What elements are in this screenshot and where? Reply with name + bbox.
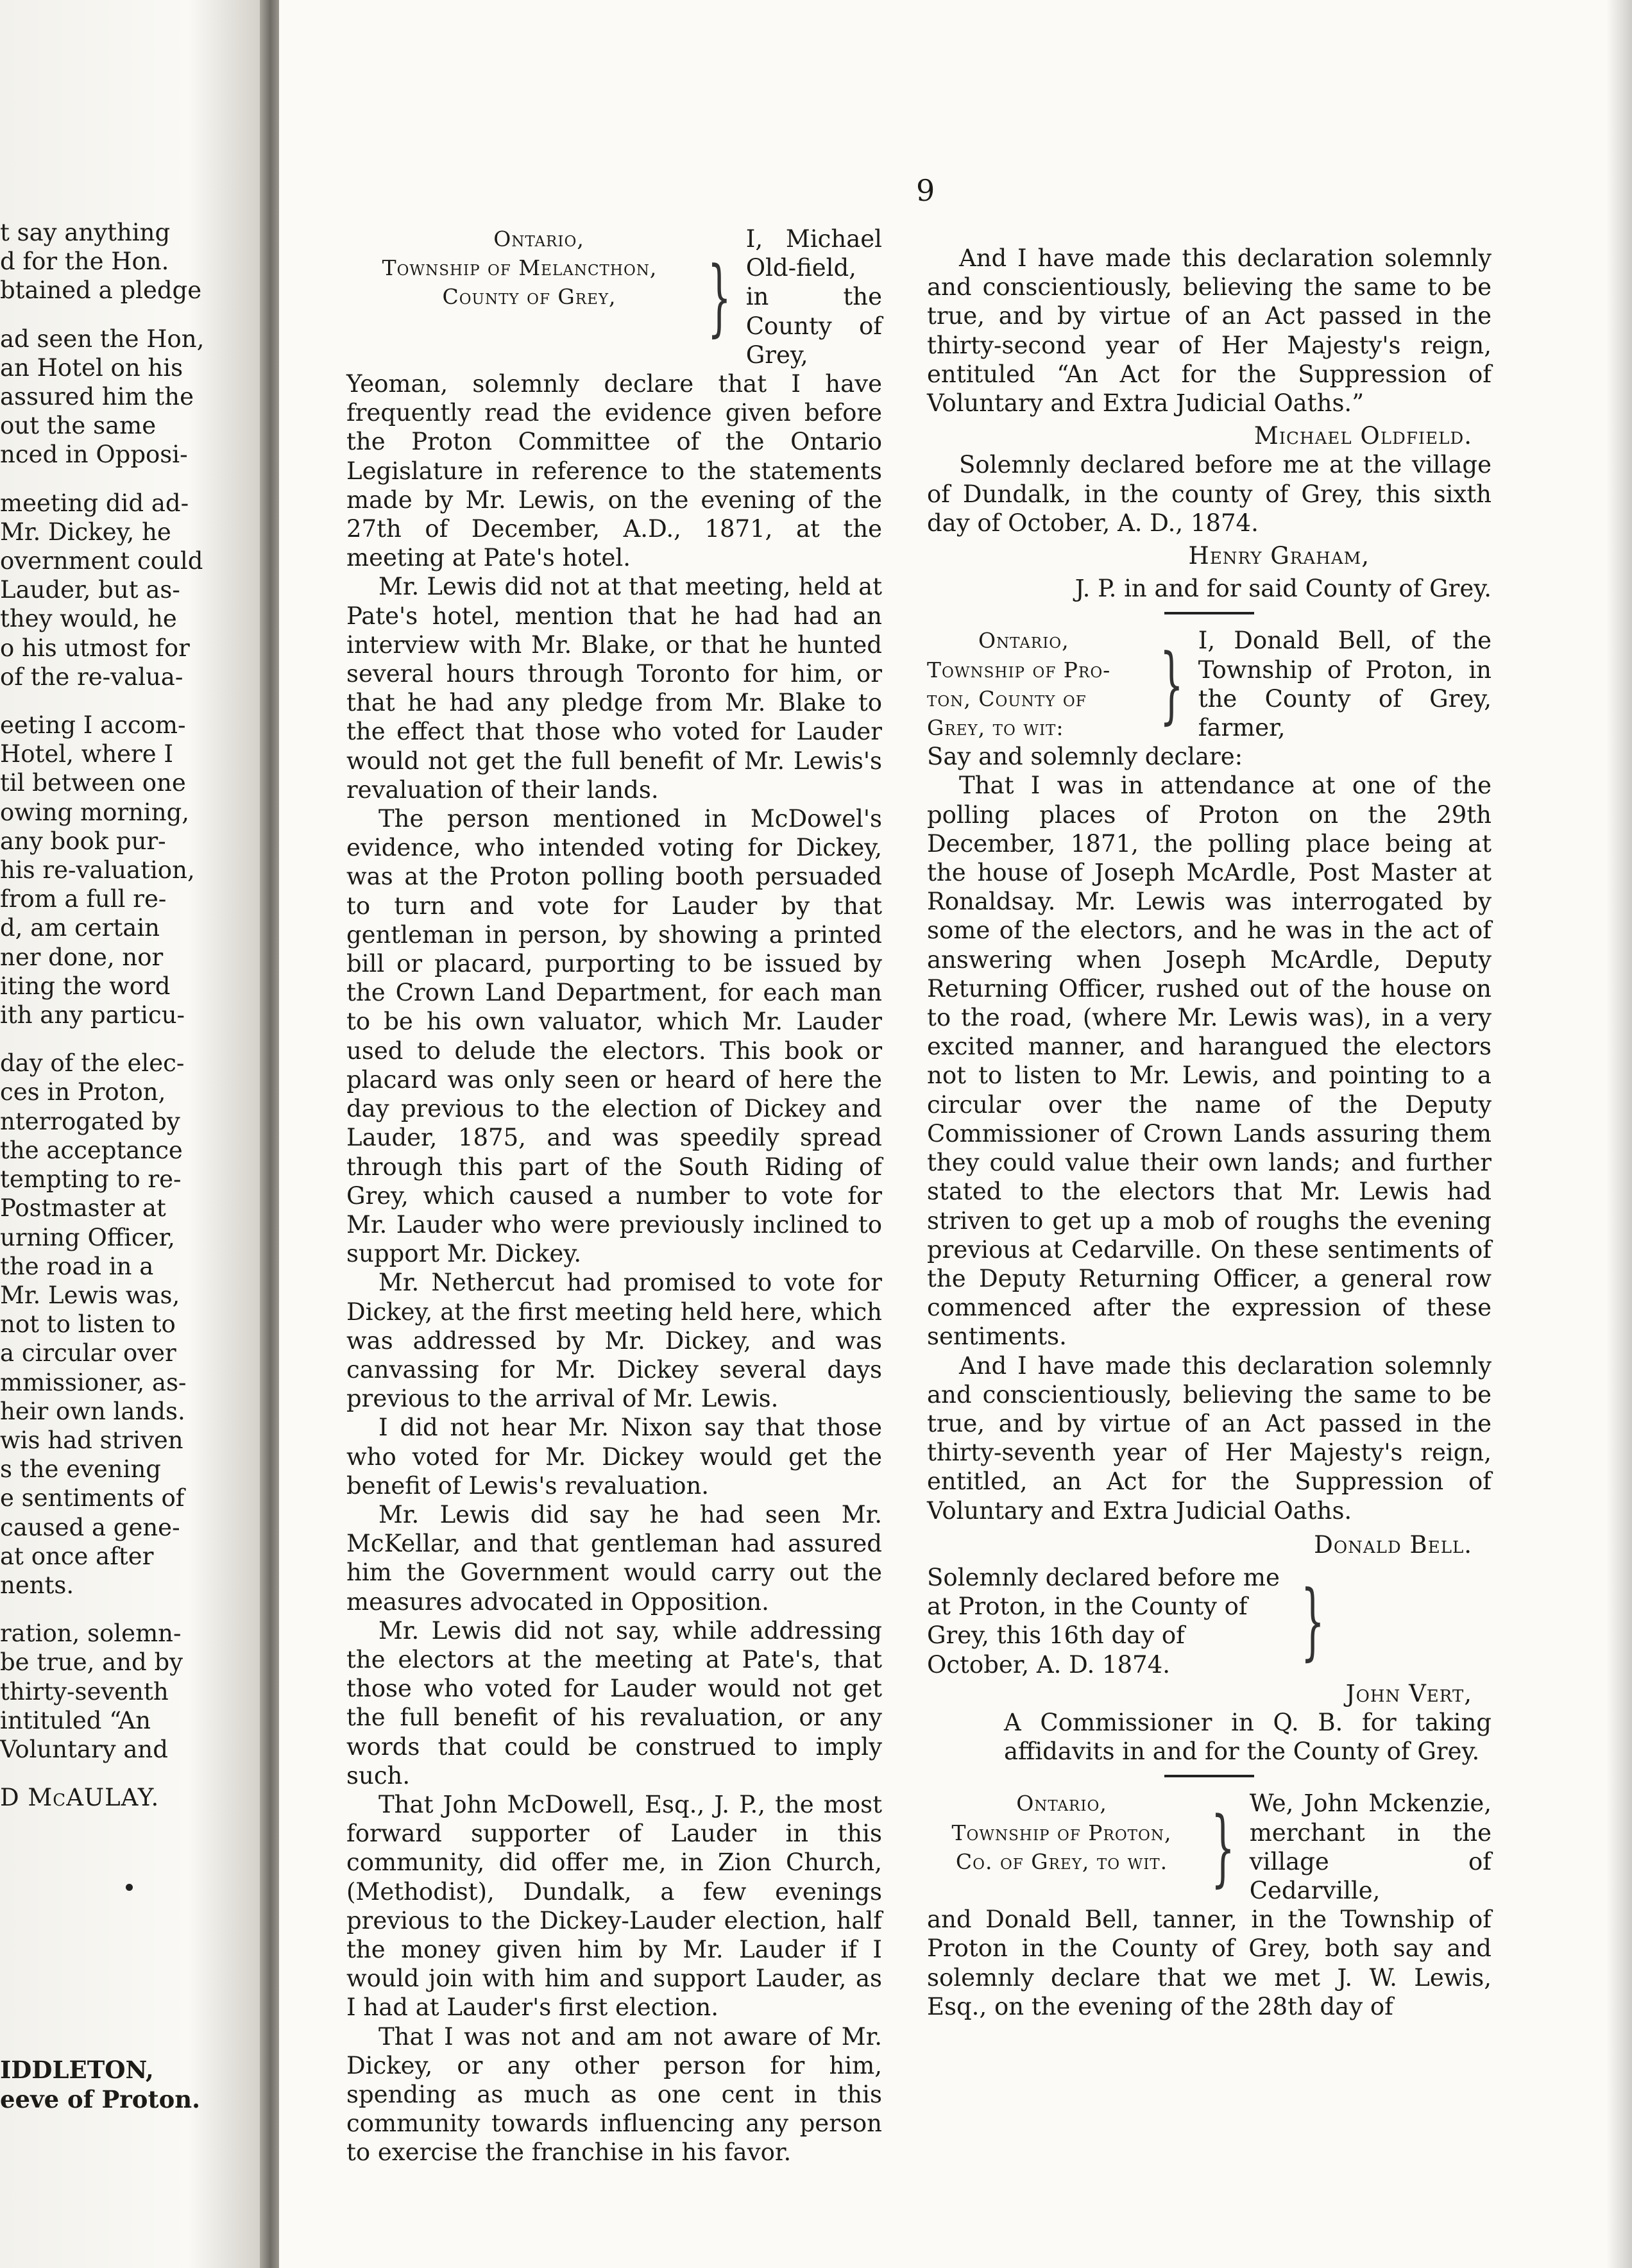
fragment-line [0,798,205,827]
fragment-line [0,740,205,768]
divider [1164,612,1254,614]
paragraph-list [346,572,882,2167]
paragraph: The person mentioned in McDowel's evidence, who intended voting for Dickey, was at the Proton polling booth persuaded to turn and vote for Lauder by that gentleman in person, by showing a printed bill or placard, purporting to be issued by the Crown Land Department, for each man to be his own valuator, which Mr. Lauder used to delude the electors. This book or placard was only seen or heard of here the day previous to the election of Dickey and Lauder, 1875, and was speedily spread through this part of the South Riding of Grey, which caused a number to vote for Mr. Lauder who were previously inclined to support Mr. Dickey. [346,805,882,1268]
fragment-text: ner done, nor [0,943,164,971]
fragment-line [0,325,205,353]
say-declare: Say and solemnly declare: [927,743,1243,771]
fragment-text: be true, and by [0,1648,183,1677]
commissioner-title: A Commissioner in Q. B. for taking affidavits in and for the County of Grey. [1004,1708,1492,1766]
fragment-line [0,2056,205,2085]
paragraph: I did not hear Mr. Nixon say that those who voted for Mr. Dickey would get the benefit of Lewis's revaluation. [346,1414,882,1500]
venue-township: Township of Proton, [951,1820,1172,1845]
paragraph: That John McDowell, Esq., J. P., the most forward supporter of Lauder in this community, did offer me, in Zion Church, (Methodist), Dundalk, a few evenings previous to the Dickey-Lauder election, half the money given him by Mr. Lauder if I would join with him and support Lauder, as I had at Lauder's first election. [346,1790,882,2022]
fragment-line [0,1310,205,1339]
signature-bell: Donald Bell. [1314,1530,1472,1559]
fragment-text: heir own lands. [0,1397,185,1425]
fragment-text: the acceptance [0,1136,183,1164]
fragment-line [0,1513,205,1542]
fragment-text: D McAULAY. [0,1784,160,1812]
fragment-text: Postmaster at [0,1194,166,1223]
fragment-text: the road in a [0,1252,154,1280]
fragment-text: wis had striven [0,1426,183,1454]
fragment-line [0,884,205,913]
fragment-line [0,663,205,691]
fragment-text: d, am certain [0,914,160,942]
fragment-text: eeting I accom- [0,711,186,740]
fragment-text: day of the elec- [0,1049,185,1078]
brace: } [1159,635,1184,733]
fragment-line [0,218,205,247]
fragment-text: out the same [0,412,157,440]
fragment-text: not to listen to [0,1310,176,1339]
fragment-line [0,913,205,942]
fragment-text: assured him the [0,383,194,411]
fragment-gap [0,1600,205,1619]
fragment-line [0,856,205,884]
venue-province: Ontario, [978,628,1069,654]
venue-labels [927,1789,1196,1905]
fragment-line [0,1078,205,1106]
fragment-line [0,1484,205,1512]
declared-block [927,1563,1492,1679]
fragment-line [0,440,205,469]
fragment-line [0,1735,205,1764]
fragment-text: til between one [0,769,186,797]
paragraph: Mr. Lewis did say he had seen Mr. McKellar, and that gentleman had assured him the Government would carry out the measures advocated in Opposition. [346,1500,882,1616]
fragment-line [0,1368,205,1397]
fragment-line [0,489,205,518]
fragment-text: nterrogated by [0,1107,180,1135]
fragment-line [0,575,205,604]
paragraph: and Donald Bell, tanner, in the Township of Proton in the County of Grey, both say and solemnly declare that we met J. W. Lewis, Esq., on the evening of the 28th day of [927,1906,1492,2020]
column-left [346,224,882,2167]
fragment-line [0,1542,205,1571]
fragment-line [0,827,205,856]
fragment-line [0,1426,205,1455]
paragraph: Solemnly declared before me at the village of Dundalk, in the county of Grey, this sixth day of October, A. D., 1874. [927,451,1492,537]
commissioner-name: John Vert, [1345,1679,1472,1707]
fragment-gap [0,1812,205,2056]
fragment-gap [0,1764,205,1783]
fragment-text: ith any particu- [0,1001,185,1029]
paragraph: Yeoman, solemnly declare that I have frequently read the evidence given before the Proton Committee of the Ontario Legislature in reference to the statements made by Mr. Lewis, on the evening of the 27th of December, A.D., 1871, at the meeting at Pate's hotel. [346,370,882,572]
fragment-line [0,1223,205,1252]
fragment-text: btained a pledge [0,276,202,305]
fragment-line [0,247,205,276]
fragment-text: ces in Proton, [0,1078,166,1106]
fragment-line [0,382,205,411]
fragment-line [0,1165,205,1194]
fragment-text: overnment could [0,547,203,575]
fragment-line [0,943,205,972]
venue-township: Township of Pro- [927,657,1111,682]
fragment-line [0,1107,205,1136]
fragment-text: t say anything [0,219,171,246]
fragment-text: from a full re- [0,885,167,913]
paragraph: Mr. Lewis did not at that meeting, held at Pate's hotel, mention that he had had an interview with Mr. Blake, or that he hunted several hours through Toronto for him, or that he had any pledge from Mr. Blake to the effect that those who voted for Lauder would not get the full benefit of Mr. Lewis's revaluation of their lands. [346,573,882,804]
fragment-text: ration, solemn- [0,1620,182,1648]
fragment-text: Mr. Lewis was, [0,1281,180,1309]
book-gutter [260,0,279,2268]
venue-county: ton, County of [927,686,1087,711]
justice-title: J. P. in and for said County of Grey. [1075,575,1492,603]
venue-province: Ontario, [493,226,584,251]
fragment-gap [0,691,205,711]
fragment-text: any book pur- [0,827,166,855]
venue-declarant: We, John Mckenzie, merchant in the village of Cedarville, [1249,1790,1492,1904]
fragment-text: an Hotel on his [0,353,183,382]
paragraph: And I have made this declaration solemnly and conscientiously, believing the same to be true, and by virtue of an Act passed in the thirty-seventh year of Her Majesty's reign, entitled, an Act for the Suppression of Voluntary and Extra Judicial Oaths. [927,1351,1492,1525]
column-right [927,244,1492,2021]
fragment-gap [0,470,205,489]
fragment-text: ad seen the Hon, [0,325,205,353]
fragment-line [0,2085,205,2114]
fragment-line [0,1677,205,1706]
fragment-text: Voluntary and [0,1735,168,1763]
fragment-text: IDDLETON, [0,2056,154,2085]
justice-name: Henry Graham, [1188,542,1370,570]
fragment-line [0,711,205,740]
fragment-line [0,1001,205,1029]
fragment-text: eeve of Proton. [0,2085,201,2113]
fragment-text: iting the word [0,972,171,1000]
venue-county: Co. of Grey, to wit. [955,1849,1168,1874]
fragment-line [0,1648,205,1677]
venue-to-wit: Grey, to wit: [927,715,1064,741]
fragment-text: Mr. Dickey, he [0,518,171,546]
brace: } [1300,1572,1325,1670]
venue-labels [927,626,1145,742]
fragment-text: at once after [0,1542,154,1570]
fragment-line [0,411,205,440]
divider [1164,1775,1254,1777]
fragment-line [0,1049,205,1078]
fragment-line [0,546,205,575]
paragraph: And I have made this declaration solemnly and conscientiously, believing the same to be true, and by virtue of an Act passed in the thirty-second year of Her Majesty's reign, entituled “An Act for the Suppression of Voluntary and Extra Judicial Oaths.” [927,244,1492,418]
fragment-line [0,276,205,305]
fragment-line [0,972,205,1001]
fragment-line [0,1619,205,1648]
fragment-text: mmissioner, as- [0,1368,187,1396]
brace: } [1211,1798,1235,1896]
fragment-line [0,1339,205,1367]
fragment-line [0,1281,205,1310]
fragment-gap [0,305,205,325]
fragment-gap [0,1029,205,1049]
fragment-text: a circular over [0,1339,176,1367]
fragment-text: d for the Hon. [0,248,169,276]
fragment-text: caused a gene- [0,1513,180,1541]
fragment-text: meeting did ad- [0,489,189,517]
fragment-line [0,1136,205,1165]
paragraph: That I was not and am not aware of Mr. Dickey, or any other person for him, spending as much as one cent in this community towards influencing any person to exercise the franchise in his favor. [346,2022,882,2167]
brace: } [707,248,731,346]
fragment-text: o his utmost for [0,634,190,662]
fragment-line [0,768,205,797]
left-page-fragment [0,218,205,2114]
fragment-text: s the evening [0,1455,161,1484]
venue-county: County of Grey, [442,284,616,310]
signature-oldfield: Michael Oldfield. [1254,422,1472,450]
fragment-text: Lauder, but as- [0,576,180,604]
venue-block-bell [927,626,1492,742]
declared-text: Solemnly declared before me at Proton, in the County of Grey, this 16th day of October, A. D. 1874. [927,1563,1280,1679]
page-number: 9 [916,173,935,208]
venue-declarant: I, Michael Old-field, in the County of Grey, [745,225,882,369]
venue-block-oldfield [346,224,882,369]
fragment-text: of the re-valua- [0,663,183,691]
fragment-line [0,604,205,633]
fragment-line [0,1706,205,1735]
venue-township: Township of Melancthon, [382,255,658,281]
venue-labels [346,224,693,369]
venue-declarant: I, Donald Bell, of the Township of Proton, in the County of Grey, farmer, [1198,627,1492,742]
spacer [1339,1563,1492,1679]
fragment-text: nents. [0,1571,74,1599]
fragment-text: Hotel, where I [0,740,174,768]
fragment-text: nced in Opposi- [0,441,188,469]
fragment-line [0,518,205,546]
fragment-line [0,353,205,382]
fragment-line [0,1194,205,1223]
fragment-line [0,1455,205,1484]
fragment-text: e sentiments of [0,1484,185,1512]
venue-province: Ontario, [1016,1791,1107,1816]
fragment-line [0,1571,205,1600]
fragment-line [0,1252,205,1281]
paragraph: Mr. Nethercut had promised to vote for Dickey, at the first meeting held here, which was addressed by Mr. Dickey, and was canvassing for Mr. Dickey several days previous to the arrival of Mr. Lewis. [346,1269,882,1413]
fragment-text: urning Officer, [0,1223,175,1251]
fragment-text: they would, he [0,605,177,633]
fragment-line [0,1397,205,1426]
fragment-signature [0,1783,205,1812]
fragment-text: his re-valuation, [0,856,195,884]
fragment-line [0,634,205,663]
paragraph: That I was in attendance at one of the polling places of Proton on the 29th December, 1871, the polling place being at the house of Joseph McArdle, Post Master at Ronaldsay. Mr. Lewis was interrogated by some of the electors, and he was in the act of answering when Joseph McArdle, Deputy Returning Officer, rushed out of the house on to the road, (where Mr. Lewis was), in a very excited manner, and harangued the electors not to listen to Mr. Lewis, and pointing to a circular over the name of the Deputy Commissioner of Crown Lands assuring them they could value their own lands; and further stated to the electors that Mr. Lewis had striven to get up a mob of roughs the evening previous at Cedarville. On these sentiments of the Deputy Returning Officer, a general row commenced after the expression of these sentiments. [927,772,1492,1351]
venue-block-mckenzie [927,1789,1492,1905]
fragment-text: owing morning, [0,798,190,826]
fragment-text: thirty-seventh [0,1677,169,1705]
paragraph: Mr. Lewis did not say, while addressing the electors at the meeting at Pate's, that those who voted for Lauder would not get the full benefit of his revaluation, or any words that could be construed to imply such. [346,1616,882,1790]
fragment-text: intituled “An [0,1706,151,1734]
fragment-text: tempting to re- [0,1165,182,1194]
